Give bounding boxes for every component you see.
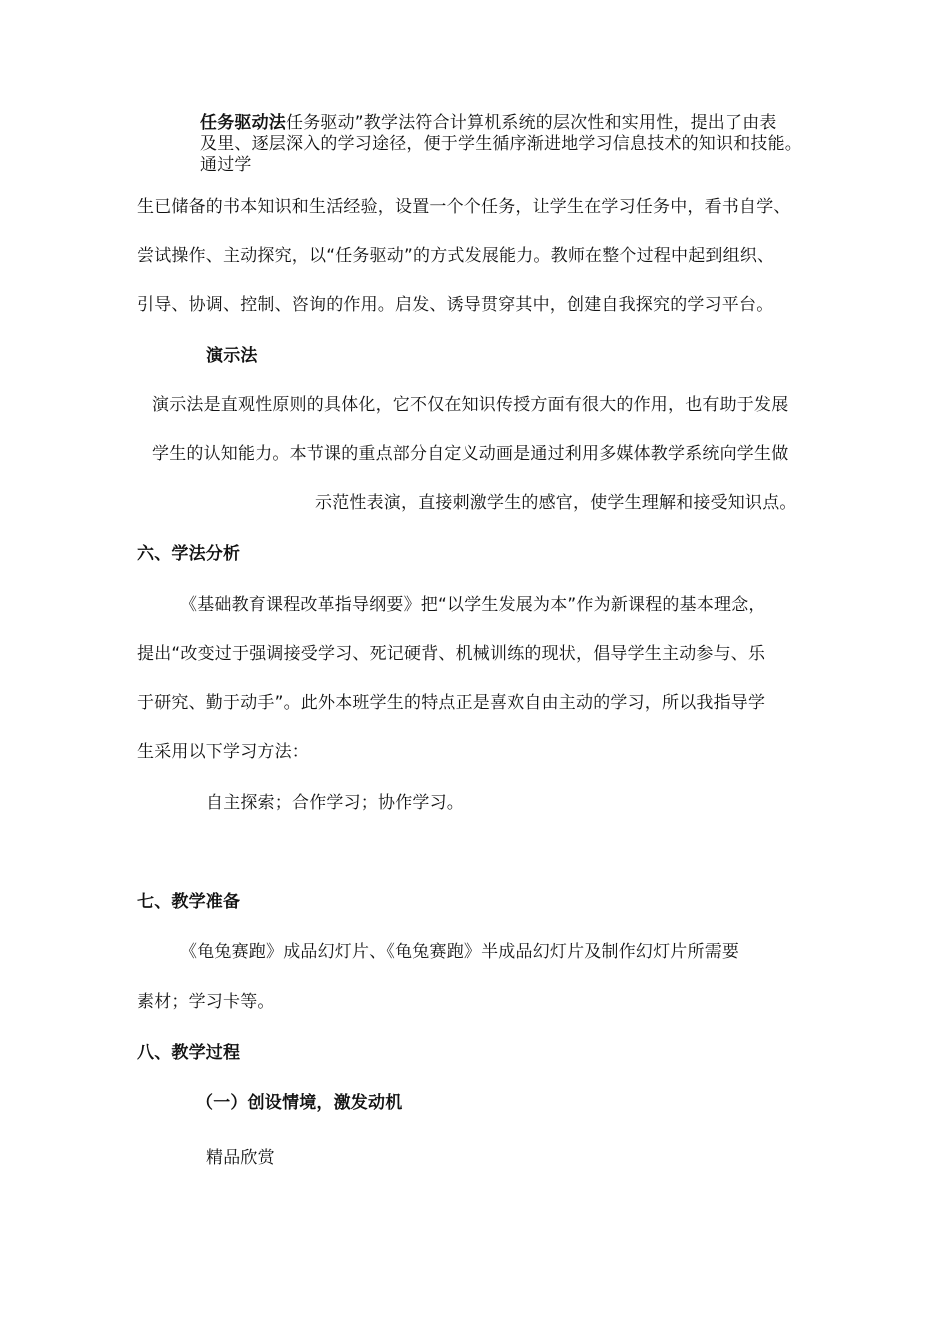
paragraph-line: 尝试操作、主动探究，以“任务驱动”的方式发展能力。教师在整个过程中起到组织、 [137,246,775,266]
method-title: 演示法 [206,346,258,366]
section-heading: 六、学法分析 [137,544,241,564]
paragraph-line: 生已储备的书本知识和生活经验，设置一个个任务，让学生在学习任务中，看书自学、 [137,197,791,217]
paragraph-line [200,113,777,133]
method-list: 自主探索；合作学习；协作学习。 [206,793,464,813]
section-heading: 七、教学准备 [137,892,241,912]
paragraph-line: 于研究、勤于动手”。此外本班学生的特点正是喜欢自由主动的学习，所以我指导学 [137,693,766,713]
paragraph-text: 任务驱动”教学法符合计算机系统的层次性和实用性，提出了由表 [286,113,777,133]
paragraph-line: 示范性表演，直接刺激学生的感官，使学生理解和接受知识点。 [315,493,797,513]
paragraph-line: 《基础教育课程改革指导纲要》把“以学生发展为本”作为新课程的基本理念， [180,595,766,615]
paragraph-line: 提出“改变过于强调接受学习、死记硬背、机械训练的现状，倡导学生主动参与、乐 [137,644,766,664]
sub-heading: （一）创设情境，激发动机 [196,1093,403,1113]
paragraph-line: 通过学 [200,155,252,175]
paragraph-line: 素材；学习卡等。 [137,992,275,1012]
section-heading: 八、教学过程 [137,1043,241,1063]
paragraph-line: 学生的认知能力。本节课的重点部分自定义动画是通过利用多媒体教学系统向学生做 [152,444,789,464]
paragraph-line: 演示法是直观性原则的具体化，它不仅在知识传授方面有很大的作用，也有助于发展 [152,395,789,415]
paragraph-line: 精品欣赏 [206,1148,275,1168]
paragraph-line: 《龟兔赛跑》成品幻灯片、《龟兔赛跑》半成品幻灯片及制作幻灯片所需要 [180,942,740,962]
method-title: 任务驱动法 [200,113,286,133]
paragraph-line: 引导、协调、控制、咨询的作用。启发、诱导贯穿其中，创建自我探究的学习平台。 [137,295,774,315]
paragraph-line: 生采用以下学习方法： [137,742,309,762]
paragraph-line: 及里、逐层深入的学习途径，便于学生循序渐进地学习信息技术的知识和技能。 [200,134,802,154]
